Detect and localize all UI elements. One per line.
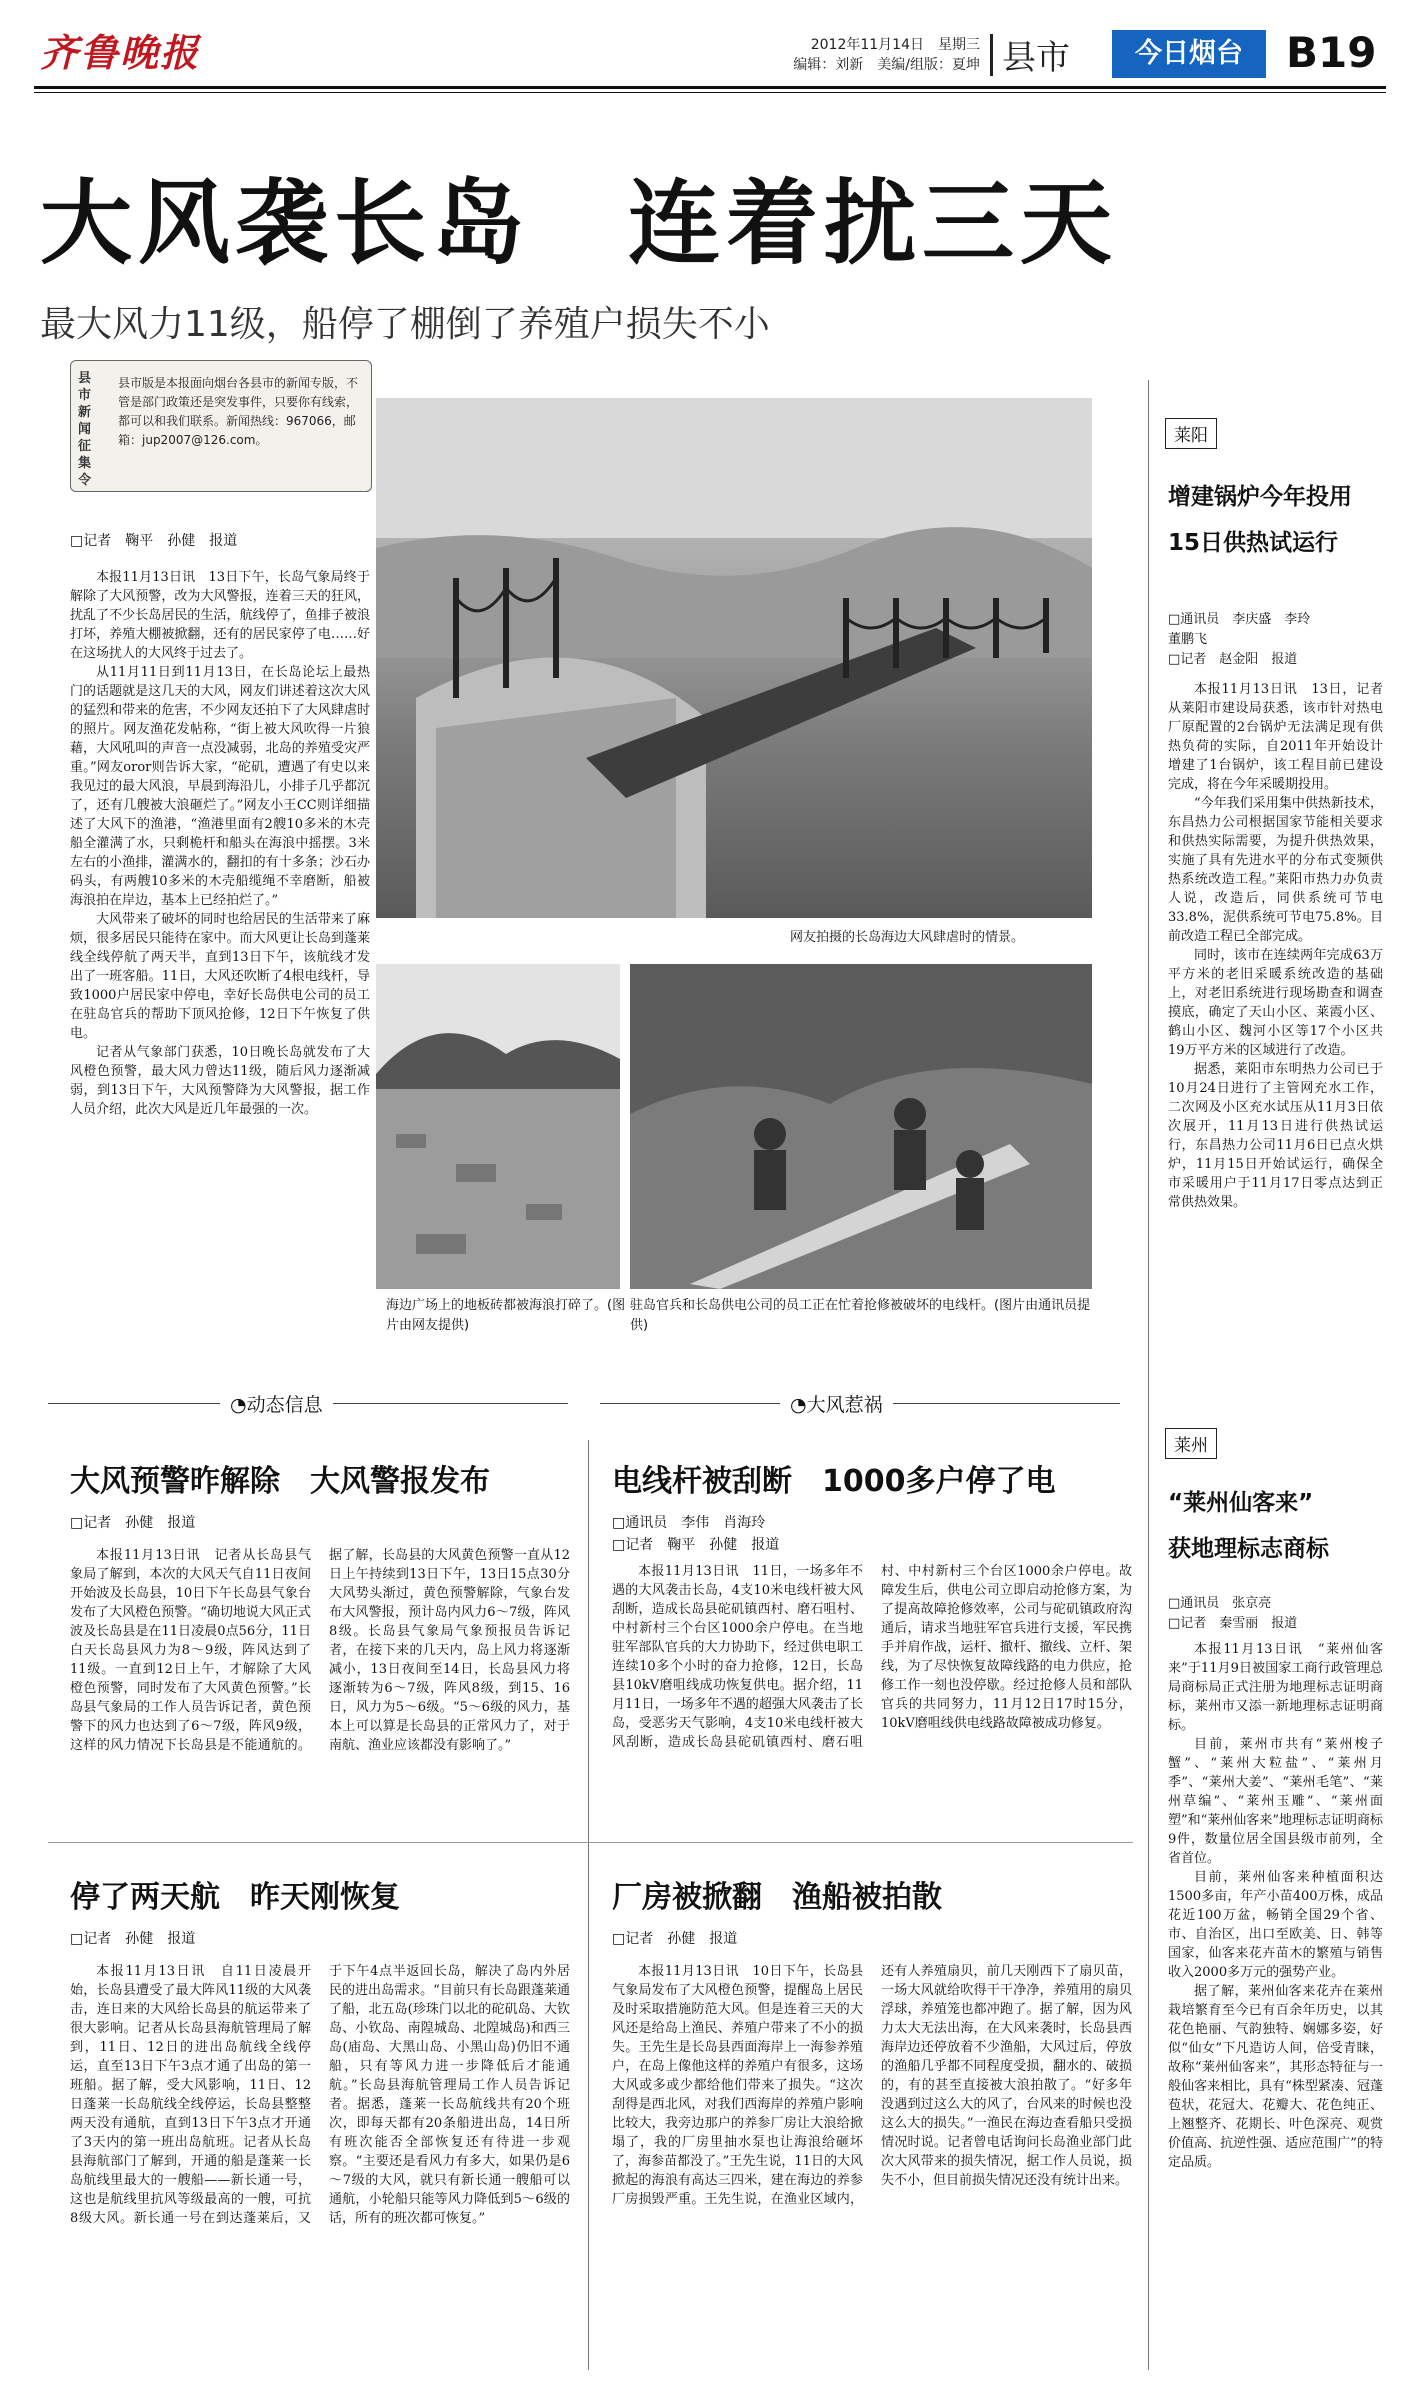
page-number: B19 xyxy=(1286,28,1377,77)
side2-paragraph-3: 目前，莱州仙客来种植面积达1500多亩，年产小苗400万株，成品花近100万盆，畅销全国29个省、市、自治区，出口至欧美、日、韩等国家，仙客来花卉苗木的繁殖与销售收入2000多万元的强势产业。 xyxy=(1168,1870,1383,1980)
story-a-text: 本报11月13日讯 记者从长岛县气象局了解到，本次的大风天气自11日夜间开始波及长岛县，10日下午长岛县气象台发布了大风橙色预警。“确切地说大风正式波及长岛县是在11日凌晨0点56分，11日白天长岛县风力为8～9级，阵风达到了11级。一直到12日上午，才解除了大风橙色预警，同时发布了大风黄色预警。”长岛县气象局的工作人员告诉记者，黄色预警下的风力也达到了6～7级，阵风9级，这样的风力情况下长岛县是不能通航的。据了解，长岛县的大风黄色预警一直从12日上午持续到13日下午，13日15点30分大风势头渐过，黄色预警解除，气象台发布大风警报，预计岛内风力6～7级，阵风8级。长岛县气象局气象预报员告诉记者，在接下来的几天内，岛上风力将逐渐减小，13日夜间至14日，长岛县风力将逐渐转为6～7级，阵风8级，到15、16日，风力为5～6级。“5～6级的风力，基本上可以算是长岛县的正常风力了，对于南航、渔业应该都没有影响了。” xyxy=(70,1548,570,1753)
masthead-rule-thin xyxy=(34,92,1386,93)
storm-scene-graphic xyxy=(376,398,1092,918)
side1-paragraph-2: “今年我们采用集中供热新技术，东昌热力公司根据国家节能相关要求和供热实际需要，为提升供热效果，实施了具有先进水平的分布式变频供热系统改造工程。”莱阳市热力办负责人说，改造后，同供系统可节电33.8%，泥供系统可节电75.8%。目前改造工程已全部完成。 xyxy=(1168,796,1383,944)
clock-icon: ◔ xyxy=(230,1394,247,1416)
section-name: 县市 xyxy=(1002,38,1070,78)
masthead-divider xyxy=(990,34,993,76)
side2-paragraph-1: 本报11月13日讯 “莱州仙客来”于11月9日被国家工商行政管理总局商标局正式注册为地理标志证明商标，莱州市又添一新地理标志证明商标。 xyxy=(1168,1642,1383,1733)
side-story2-body xyxy=(1168,1640,1383,2360)
main-paragraph-1: 本报11月13日讯 13日下午，长岛气象局终于解除了大风预警，改为大风警报，连着三天的狂风，扰乱了不少长岛居民的生活，航线停了，鱼排子被浪打坏，养殖大棚被掀翻，还有的居民家停了电……好在这场扰人的大风终于过去了。 xyxy=(70,570,370,661)
story-c-text: 本报11月13日讯 自11日凌晨开始，长岛县遭受了最大阵风11级的大风袭击，连日来的大风给长岛县的航运带来了很大影响。记者从长岛县海航管理局了解到，11日、12日的进出岛航线全线停运，直至13日下午3点才通了出岛的第一班船。据了解，受大风影响，11日、12日蓬莱一长岛航线全线停运，长岛县整整两天没有通航，直到13日下午3点才开通了3天内的第一班出岛航班。记者从长岛县海航部门了解到，开通的船是蓬莱一长岛航线里最大的一艘船——新长通一号，这也是航线里抗风等级最高的一艘，可抗8级大风。新长通一号在到达蓬莱后，又于下午4点半返回长岛，解决了岛内外居民的进出岛需求。“目前只有长岛跟蓬莱通了船，北五岛(珍珠门以北的砣矶岛、大钦岛、小钦岛、南隍城岛、北隍城岛)和西三岛(庙岛、大黑山岛、小黑山岛)仍旧不通船，只有等风力进一步降低后才能通航。”长岛县海航管理局工作人员告诉记者。据悉，蓬莱一长岛航线共有20个班次，即每天都有20条船进出岛，14日所有班次能否全部恢复还有待进一步观察。“主要还是看风力有多大，如果仍是6～7级的大风，就只有新长通一艘船可以通航，小轮船只能等风力降低到5～6级的话，所有的班次都可恢复。” xyxy=(70,1964,570,2226)
main-paragraph-4: 记者从气象部门获悉，10日晚长岛就发布了大风橙色预警，最大风力曾达11级，随后风力逐渐减弱，到13日下午，大风预警降为大风警报，据工作人员介绍，此次大风是近几年最强的一次。 xyxy=(70,1045,370,1117)
side-story1-headline-2: 15日供热试运行 xyxy=(1168,530,1339,556)
side-story2-byline-2: □记者 秦雪丽 报道 xyxy=(1168,1616,1298,1631)
main-story-body xyxy=(70,568,370,1328)
repair-scene-graphic xyxy=(630,964,1092,1289)
photo-broken-tiles xyxy=(376,964,620,1289)
photo-right-caption: 驻岛官兵和长岛供电公司的员工正在忙着抢修被破坏的电线杆。(图片由通讯员提供) xyxy=(630,1298,1091,1333)
side1-paragraph-4: 据悉，莱阳市东明热力公司已于10月24日进行了主管网充水工作，二次网及小区充水试压从11月3日依次展开，11月13日进行供热试运行，东昌热力公司11月6日已点火烘炉，11月15日开始试运行，确保全市采暖用户于11月17日零点达到正常供热效果。 xyxy=(1168,1062,1383,1210)
story-b-headline: 电线杆被刮断 1000多户停了电 xyxy=(612,1464,1056,1499)
side1-paragraph-3: 同时，该市在连续两年完成63万平方米的老旧采暖系统改造的基础上，对老旧系统进行现场勘查和调查摸底，确定了天山小区、莱霞小区、鹤山小区、魏河小区等17个小区共19万平方米的区域进行了改造。 xyxy=(1168,948,1383,1058)
notice-tag: 县市新闻征集令 xyxy=(78,371,92,488)
side-story2-headline-1: “莱州仙客来” xyxy=(1168,1490,1314,1516)
side-story2-headline-2: 获地理标志商标 xyxy=(1168,1536,1329,1562)
main-byline: □记者 鞠平 孙健 报道 xyxy=(70,533,238,549)
story-b-byline-2: □记者 鞠平 孙健 报道 xyxy=(612,1537,780,1553)
story-b-byline-1: □通讯员 李伟 肖海玲 xyxy=(612,1515,766,1531)
story-b-body xyxy=(612,1562,1132,1832)
left-section-label xyxy=(220,1390,333,1417)
story-c-headline: 停了两天航 昨天刚恢复 xyxy=(70,1880,400,1915)
laiyang-tag: 莱阳 xyxy=(1165,418,1217,449)
wind-icon: ◔ xyxy=(790,1394,807,1416)
side-story1-byline-2: 董鹏飞 xyxy=(1168,632,1208,647)
editor-credits: 编辑：刘新 美编/组版：夏坤 xyxy=(793,57,980,73)
masthead xyxy=(0,0,1417,80)
side-story2-byline-1: □通讯员 张京亮 xyxy=(1168,1596,1272,1611)
story-d-byline: □记者 孙健 报道 xyxy=(612,1931,738,1947)
story-a-body xyxy=(70,1546,570,1826)
bottom-column-divider xyxy=(588,1440,589,2370)
laizhou-tag: 莱州 xyxy=(1165,1428,1217,1459)
side2-paragraph-4: 据了解，莱州仙客来花卉在莱州栽培繁育至今已有百余年历史，以其花色艳丽、气韵独特、娴娜多姿，好似“仙女”下凡造访人间，倍受青睐，故称“莱州仙客来”，其形态特征与一般仙客来相比，具有“株型紧凑、冠蓬苞状，花冠大、花瓣大、花色纯正、上翘整齐、花期长、叶色深亮、观赏价值高、抗逆性强、适应范围广”的特定品质。 xyxy=(1168,1984,1383,2170)
main-headline: 大风袭长岛 连着扰三天 xyxy=(40,170,1119,277)
side-story1-headline-1: 增建锅炉今年投用 xyxy=(1168,484,1352,510)
photo-main-caption: 网友拍摄的长岛海边大风肆虐时的情景。 xyxy=(790,930,1025,945)
photo-left-caption: 海边广场上的地板砖都被海浪打碎了。(图片由网友提供) xyxy=(386,1298,626,1333)
side-column-divider xyxy=(1148,380,1149,2370)
side-story1-body xyxy=(1168,680,1383,1410)
news-notice-box xyxy=(70,360,370,500)
side-section2-tag xyxy=(1165,1428,1217,1459)
side-story1-byline-3: □记者 赵金阳 报道 xyxy=(1168,652,1298,667)
notice-text: 县市版是本报面向烟台各县市的新闻专版，不管是部门政策还是突发事件，只要你有线索，都可以和我们联系。新闻热线：967066，邮箱：jup2007@126.com。 xyxy=(118,376,359,447)
story-a-headline: 大风预警昨解除 大风警报发布 xyxy=(70,1464,490,1499)
section-badge: 今日烟台 xyxy=(1112,30,1266,78)
story-c-body xyxy=(70,1962,570,2372)
sub-headline: 最大风力11级，船停了棚倒了养殖户损失不小 xyxy=(40,304,770,345)
side-section1-tag xyxy=(1165,418,1217,449)
newspaper-logo: 齐鲁晚报 xyxy=(40,30,201,75)
masthead-rule xyxy=(34,86,1386,89)
right-section-label xyxy=(780,1390,893,1417)
story-d-text: 本报11月13日讯 10日下午，长岛县气象局发布了大风橙色预警，提醒岛上居民及时采取措施防范大风。但是连着三天的大风还是给岛上渔民、养殖户带来了不小的损失。王先生是长岛县西面海岸上一海参养殖户，在岛上像他这样的养殖户有很多，这场大风或多或少都给他们带来了损失。“这次刮得是西北风，对我们西海岸的养殖户影响比较大，我旁边那户的养参厂房让大浪给掀塌了，我的厂房里抽水泵也让海浪给砸坏了，海参苗都没了。”王先生说，11日的大风掀起的海浪有高达三四米，建在海边的养参厂房损毁严重。王先生说，在渔业区域内，还有人养殖扇贝，前几天刚西下了扇贝苗，一场大风就给吹得干干净净，养殖用的扇贝浮球，养殖笼也都冲跑了。据了解，因为风力太大无法出海，在大风来袭时，长岛县西海岸边还停放着不少渔船，大风过后，停放的渔船几乎都不同程度受损，翻水的、破损的，有的甚至直接被大浪拍散了。“好多年没遇到过这么大的风了，台风来的时候也没这么大的损失。”一渔民在海边查看船只受损情况时说。记者曾电话询问长岛渔业部门此次大风带来的损失情况，据工作人员说，损失不小，但目前损失情况还没有统计出来。 xyxy=(612,1964,1132,2207)
story-c-byline: □记者 孙健 报道 xyxy=(70,1931,196,1947)
story-a-byline: □记者 孙健 报道 xyxy=(70,1515,196,1531)
main-paragraph-3: 大风带来了破坏的同时也给居民的生活带来了麻烦，很多居民只能待在家中。而大风更让长岛到蓬莱线全线停航了两天半，直到13日下午，该航线才发出了一班客船。11日，大风还吹断了4根电线杆，导致1000户居民家中停电，幸好长岛供电公司的员工在驻岛官兵的帮助下顶风抢修，12日下午恢复了供电。 xyxy=(70,912,370,1041)
side1-paragraph-1: 本报11月13日讯 13日，记者从莱阳市建设局获悉，该市针对热电厂原配置的2台锅炉无法满足现有供热负荷的实际，自2011年开始设计增建了1台锅炉，该工程目前已建设完成，将在今年采暖期投用。 xyxy=(1168,682,1383,792)
issue-date: 2012年11月14日 星期三 xyxy=(810,37,980,53)
tiles-scene-graphic xyxy=(376,964,620,1289)
story-b-text: 本报11月13日讯 11日，一场多年不遇的大风袭击长岛，4支10米电线杆被大风刮断，造成长岛县砣矶镇西村、磨石咀村、中村新村三个台区1000余户停电。在当地驻军部队官兵的大力协助下，经过供电职工连续10多个小时的奋力抢修，12日，长岛县10kV磨咀线成功恢复供电。据介绍，11月11日，一场多年不遇的超强大风袭击了长岛，受恶劣天气影响，4支10米电线杆被大风刮断，造成长岛县砣矶镇西村、磨石咀村、中村新村三个台区1000余户停电。故障发生后，供电公司立即启动抢修方案，为了提高故障抢修效率，公司与砣矶镇政府沟通后，请求当地驻军官兵进行支援，军民携手并肩作战，运杆、撤杆、撤线、立杆、架线，为了尽快恢复故障线路的电力供应，抢修工作一刻也没停歇。经过抢修人员和部队官兵的共同努力，11月12日17时15分，10kV磨咀线供电线路故障被成功修复。 xyxy=(612,1564,1132,1750)
main-paragraph-2: 从11月11日到11月13日，在长岛论坛上最热门的话题就是这几天的大风，网友们讲述着这次大风的猛烈和带来的危害，不少网友还拍下了大风肆虐时的照片。网友渔花发帖称，“街上被大风吹得一片狼藉，大风吼叫的声音一点没减弱，北岛的养殖受灾严重。”网友oror则告诉大家，“砣矶，遭遇了有史以来我见过的最大风浪，早晨到海沿儿，小排子几乎都沉了，还有几艘被大浪砸烂了。”网友小王CC则详细描述了大风下的渔港，“渔港里面有2艘10多米的木壳船全灌满了水，只剩桅杆和船头在海浪中摇摆。3米左右的小渔排，灌满水的，翻扣的有十多条；沙石办码头，有两艘10多米的木壳船缆绳不幸磨断，船被海浪拍在岸边，基本上已经拍烂了。” xyxy=(70,665,370,908)
story-d-body xyxy=(612,1962,1132,2372)
side-story1-byline-1: □通讯员 李庆盛 李玲 xyxy=(1168,612,1311,627)
left-section-label-text: 动态信息 xyxy=(246,1394,323,1416)
bottom-mid-rule xyxy=(48,1842,1133,1843)
photo-repair-crew xyxy=(630,964,1092,1289)
story-d-headline: 厂房被掀翻 渔船被拍散 xyxy=(612,1880,942,1915)
photo-storm-waves xyxy=(376,398,1092,918)
right-section-label-text: 大风惹祸 xyxy=(806,1394,883,1416)
side2-paragraph-2: 目前，莱州市共有“莱州梭子蟹”、“莱州大粒盐”、“莱州月季”、“莱州大姜”、“莱州毛笔”、“莱州草编”、“莱州玉雕”、“莱州面塑”和“莱州仙客来”地理标志证明商标9件，数量位居全国县级市前列，全省首位。 xyxy=(1168,1737,1383,1866)
